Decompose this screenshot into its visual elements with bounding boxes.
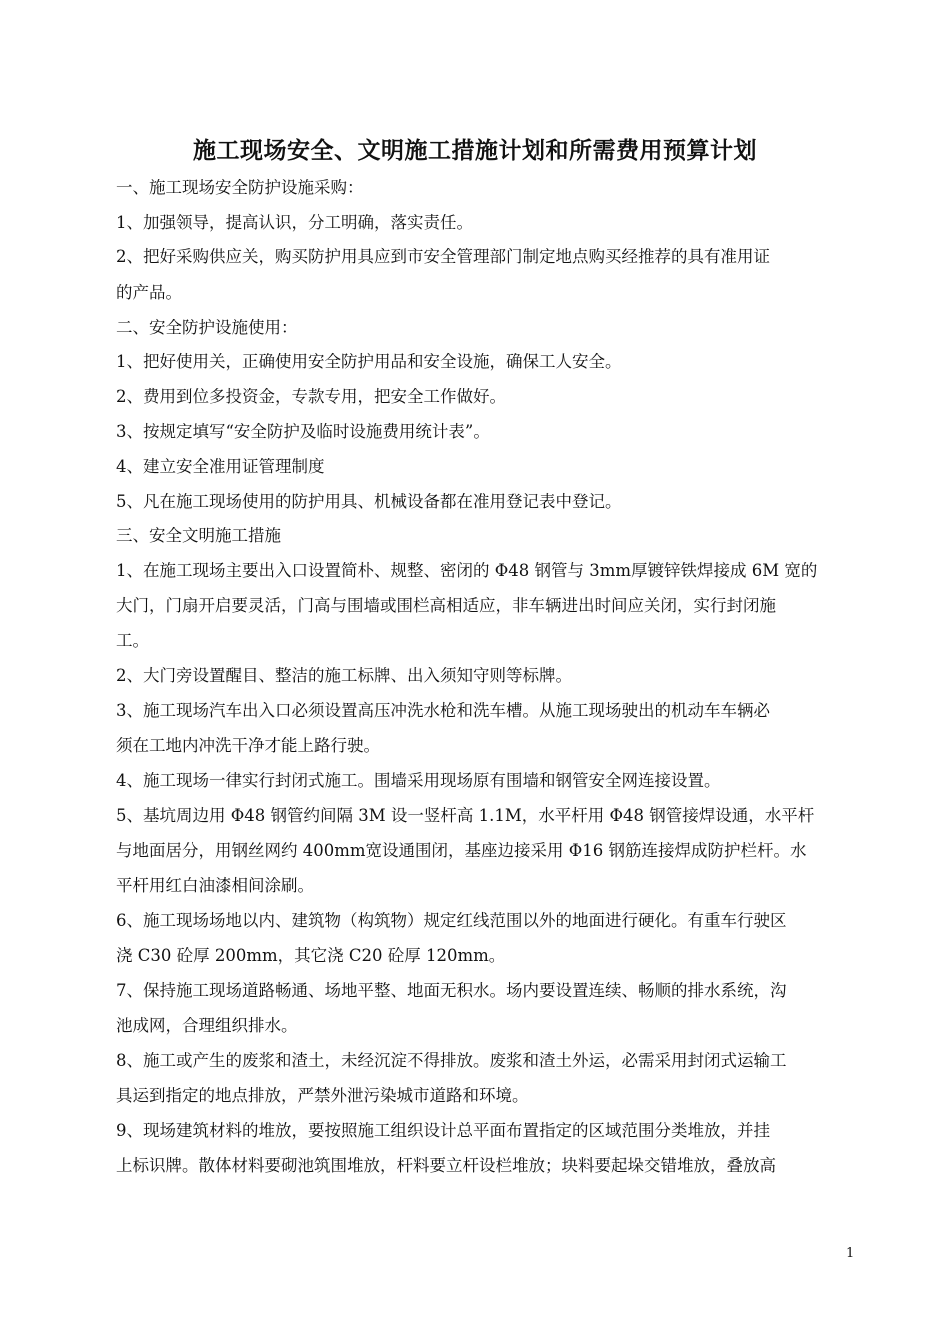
text-line: 2、大门旁设置醒目、整洁的施工标牌、出入须知守则等标牌。 [116, 666, 572, 685]
text-line: 2、把好采购供应关，购买防护用具应到市安全管理部门制定地点购买经推荐的具有准用证 [116, 247, 770, 266]
text-line: 1、在施工现场主要出入口设置简朴、规整、密闭的 Φ48 钢管与 3mm厚镀锌铁焊接成 6M 宽的 [116, 561, 818, 580]
text-line: 8、施工或产生的废浆和渣土，未经沉淀不得排放。废浆和渣土外运，必需采用封闭式运输工 [116, 1051, 787, 1070]
text-line: 3、施工现场汽车出入口必须设置高压冲洗水枪和洗车槽。从施工现场驶出的机动车车辆必 [116, 701, 770, 720]
section-heading-3: 三、安全文明施工措施 [116, 526, 281, 545]
document-title: 施工现场安全、文明施工措施计划和所需费用预算计划 [193, 137, 757, 164]
text-line: 与地面居分，用钢丝网约 400mm宽设通围闭，基座边接采用 Φ16 钢筋连接焊成防护栏杆。水 [116, 841, 807, 860]
text-line: 1、加强领导，提高认识，分工明确，落实责任。 [116, 213, 473, 232]
section-heading-2: 二、安全防护设施使用： [116, 318, 298, 337]
text-line: 上标识牌。散体材料要砌池筑围堆放，杆料要立杆设栏堆放；块料要起垛交错堆放，叠放高 [116, 1156, 776, 1175]
text-line: 7、保持施工现场道路畅通、场地平整、地面无积水。场内要设置连续、畅顺的排水系统，沟 [116, 981, 787, 1000]
text-line: 2、费用到位多投资金，专款专用，把安全工作做好。 [116, 387, 506, 406]
text-line: 平杆用红白油漆相间涂刷。 [116, 876, 314, 895]
text-line: 的产品。 [116, 283, 182, 302]
text-line: 4、建立安全准用证管理制度 [116, 457, 325, 476]
text-line: 3、按规定填写“安全防护及临时设施费用统计表”。 [116, 422, 490, 441]
text-line: 须在工地内冲洗干净才能上路行驶。 [116, 736, 380, 755]
text-line: 大门，门扇开启要灵活，门高与围墙或围栏高相适应，非车辆进出时间应关闭，实行封闭施 [116, 596, 776, 615]
page-number: 1 [846, 1246, 855, 1261]
text-line: 9、现场建筑材料的堆放，要按照施工组织设计总平面布置指定的区域范围分类堆放，并挂 [116, 1121, 770, 1140]
text-line: 4、施工现场一律实行封闭式施工。围墙采用现场原有围墙和钢管安全网连接设置。 [116, 771, 721, 790]
text-line: 池成网，合理组织排水。 [116, 1016, 298, 1035]
text-line: 5、凡在施工现场使用的防护用具、机械设备都在准用登记表中登记。 [116, 492, 622, 511]
text-line: 具运到指定的地点排放，严禁外泄污染城市道路和环境。 [116, 1086, 529, 1105]
text-line: 工。 [116, 631, 149, 650]
text-line: 5、基坑周边用 Φ48 钢管约间隔 3M 设一竖杆高 1.1M，水平杆用 Φ48 钢管接焊设通，水平杆 [116, 806, 815, 825]
section-heading-1: 一、施工现场安全防护设施采购： [116, 178, 364, 197]
text-line: 6、施工现场场地以内、建筑物（构筑物）规定红线范围以外的地面进行硬化。有重车行驶区 [116, 911, 787, 930]
text-line: 1、把好使用关，正确使用安全防护用品和安全设施，确保工人安全。 [116, 352, 622, 371]
text-line: 浇 C30 砼厚 200mm，其它浇 C20 砼厚 120mm。 [116, 946, 506, 965]
